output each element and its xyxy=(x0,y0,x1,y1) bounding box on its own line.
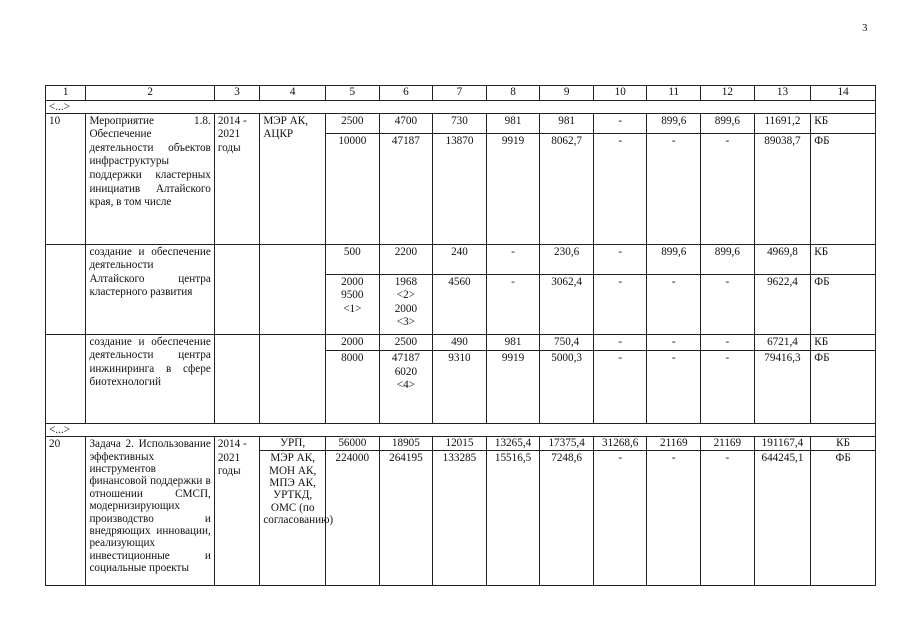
value-cell: 230,6 xyxy=(540,244,594,274)
row-period xyxy=(214,244,259,334)
row-period: 2014 - 2021 годы xyxy=(214,113,259,244)
col-header: 14 xyxy=(811,86,876,101)
row-description: создание и обеспечение деятельности центра инжиниринга в сфере биотехнологий xyxy=(86,334,214,424)
value-cell: 133285 xyxy=(433,451,487,586)
budget-type: КБ xyxy=(811,244,876,274)
col-header: 8 xyxy=(486,86,540,101)
value-cell: 6721,4 xyxy=(754,334,811,351)
budget-type: КБ xyxy=(811,437,876,451)
col-header: 3 xyxy=(214,86,259,101)
value-cell: 899,6 xyxy=(701,113,755,133)
value-cell: 3062,4 xyxy=(540,274,594,334)
table-row xyxy=(46,334,876,351)
value-cell: 191167,4 xyxy=(754,437,811,451)
value-cell: 644245,1 xyxy=(754,451,811,586)
value-cell: 7248,6 xyxy=(540,451,594,586)
row-executors: УРП, xyxy=(260,437,326,451)
value-cell: 4969,8 xyxy=(754,244,811,274)
value-cell: 9919 xyxy=(486,133,540,244)
value-cell: 12015 xyxy=(433,437,487,451)
col-header: 9 xyxy=(540,86,594,101)
value-cell: - xyxy=(647,351,701,424)
row-number xyxy=(46,244,86,334)
budget-table xyxy=(45,85,876,586)
col-header: 13 xyxy=(754,86,811,101)
value-cell: 8000 xyxy=(326,351,380,424)
budget-type: ФБ xyxy=(811,274,876,334)
value-cell: 47187 xyxy=(379,133,433,244)
value-cell: - xyxy=(593,334,647,351)
value-cell: - xyxy=(593,351,647,424)
row-period xyxy=(214,334,259,424)
value-cell: 79416,3 xyxy=(754,351,811,424)
value-cell: 5000,3 xyxy=(540,351,594,424)
value-cell: 13265,4 xyxy=(486,437,540,451)
value-cell: 47187 6020 <4> xyxy=(379,351,433,424)
value-cell: - xyxy=(486,244,540,274)
table-row xyxy=(46,244,876,274)
value-cell: 10000 xyxy=(326,133,380,244)
value-cell: 981 xyxy=(486,113,540,133)
ellipsis-row xyxy=(46,424,876,437)
value-cell: 89038,7 xyxy=(754,133,811,244)
value-cell: 9310 xyxy=(433,351,487,424)
value-cell: 2500 xyxy=(326,113,380,133)
value-cell: - xyxy=(701,334,755,351)
value-cell: 981 xyxy=(540,113,594,133)
value-cell: 31268,6 xyxy=(593,437,647,451)
ellipsis-cell: <...> xyxy=(46,100,876,113)
budget-type: КБ xyxy=(811,334,876,351)
ellipsis-cell: <...> xyxy=(46,424,876,437)
value-cell: - xyxy=(701,274,755,334)
col-header: 12 xyxy=(701,86,755,101)
budget-type: ФБ xyxy=(811,451,876,586)
col-header: 4 xyxy=(260,86,326,101)
value-cell: 8062,7 xyxy=(540,133,594,244)
value-cell: 490 xyxy=(433,334,487,351)
value-cell: - xyxy=(701,133,755,244)
value-cell: 750,4 xyxy=(540,334,594,351)
value-cell: 264195 xyxy=(379,451,433,586)
value-cell: 500 xyxy=(326,244,380,274)
col-header: 7 xyxy=(433,86,487,101)
value-cell: 730 xyxy=(433,113,487,133)
row-number: 10 xyxy=(46,113,86,244)
value-cell: - xyxy=(647,451,701,586)
value-cell: 15516,5 xyxy=(486,451,540,586)
value-cell: 1968 <2> 2000 <3> xyxy=(379,274,433,334)
col-header: 10 xyxy=(593,86,647,101)
value-cell: 9622,4 xyxy=(754,274,811,334)
table-row xyxy=(46,437,876,451)
header-row xyxy=(46,86,876,101)
col-header: 11 xyxy=(647,86,701,101)
row-description: создание и обеспечение деятельности Алтайского центра кластерного развития xyxy=(86,244,214,334)
value-cell: 21169 xyxy=(701,437,755,451)
value-cell: 9919 xyxy=(486,351,540,424)
value-cell: 2000 9500 <1> xyxy=(326,274,380,334)
value-cell: - xyxy=(486,274,540,334)
budget-type: ФБ xyxy=(811,133,876,244)
page-number: 3 xyxy=(862,22,868,34)
value-cell: - xyxy=(593,274,647,334)
value-cell: - xyxy=(593,113,647,133)
value-cell: - xyxy=(647,274,701,334)
value-cell: - xyxy=(593,133,647,244)
value-cell: 11691,2 xyxy=(754,113,811,133)
row-executors xyxy=(260,244,326,334)
budget-type: КБ xyxy=(811,113,876,133)
value-cell: 240 xyxy=(433,244,487,274)
value-cell: - xyxy=(701,351,755,424)
col-header: 1 xyxy=(46,86,86,101)
value-cell: - xyxy=(593,451,647,586)
value-cell: 899,6 xyxy=(647,244,701,274)
value-cell: 2000 xyxy=(326,334,380,351)
row-executors: МЭР АК, АЦКР xyxy=(260,113,326,244)
value-cell: 56000 xyxy=(326,437,380,451)
value-cell: - xyxy=(647,334,701,351)
value-cell: 18905 xyxy=(379,437,433,451)
value-cell: - xyxy=(647,133,701,244)
row-number: 20 xyxy=(46,437,86,586)
row-executors: МЭР АК, МОН АК, МПЭ АК, УРТКД, ОМС (по согласованию) xyxy=(260,451,326,586)
ellipsis-row xyxy=(46,100,876,113)
value-cell: - xyxy=(701,451,755,586)
col-header: 5 xyxy=(326,86,380,101)
value-cell: - xyxy=(593,244,647,274)
row-description: Задача 2. Использование эффективных инструментов финансовой поддержки в отношении СМСП, модернизирующих производство и внедряющих инновации, реализующих инвестиционные и социальные проекты xyxy=(86,437,214,586)
table-row xyxy=(46,113,876,133)
row-executors xyxy=(260,334,326,424)
value-cell: 2200 xyxy=(379,244,433,274)
value-cell: 981 xyxy=(486,334,540,351)
col-header: 2 xyxy=(86,86,214,101)
value-cell: 899,6 xyxy=(647,113,701,133)
value-cell: 17375,4 xyxy=(540,437,594,451)
value-cell: 4560 xyxy=(433,274,487,334)
value-cell: 899,6 xyxy=(701,244,755,274)
row-description: Мероприятие 1.8. Обеспечение деятельности объектов инфраструктуры поддержки кластерных инициатив Алтайского края, в том числе xyxy=(86,113,214,244)
row-period: 2014 - 2021 годы xyxy=(214,437,259,586)
col-header: 6 xyxy=(379,86,433,101)
value-cell: 4700 xyxy=(379,113,433,133)
row-number xyxy=(46,334,86,424)
value-cell: 2500 xyxy=(379,334,433,351)
value-cell: 224000 xyxy=(326,451,380,586)
value-cell: 21169 xyxy=(647,437,701,451)
budget-type: ФБ xyxy=(811,351,876,424)
value-cell: 13870 xyxy=(433,133,487,244)
